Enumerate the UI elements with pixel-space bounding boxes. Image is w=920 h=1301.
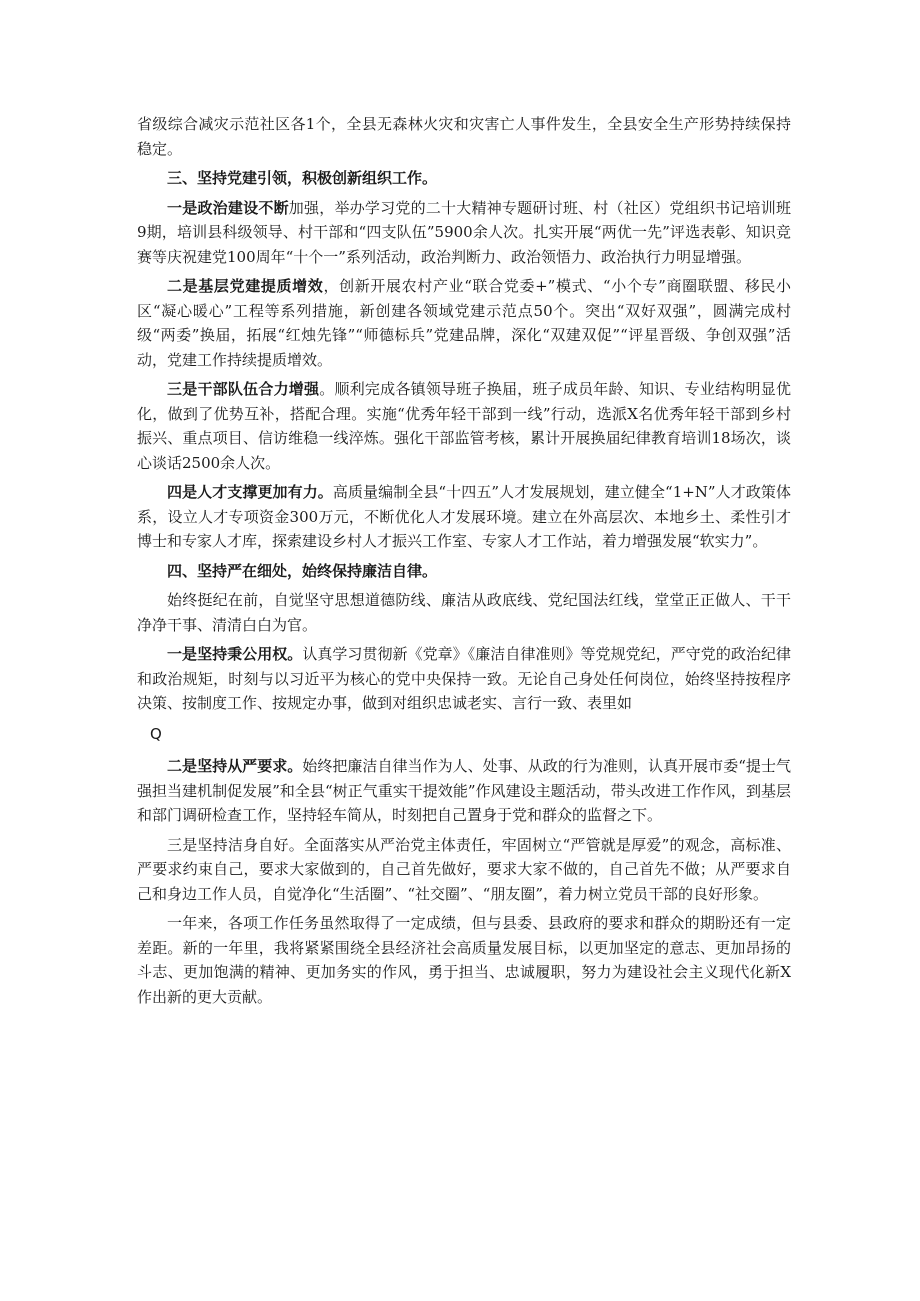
paragraph-continuation: 省级综合减灾示范社区各1个，全县无森林火灾和灾害亡人事件发生，全县安全生产形势持续保持稳定。 [137, 115, 791, 158]
paragraph-text: 加强，举办学习党的二十大精神专题研讨班、村（社区）党组织书记培训班9期，培训县科级领导、村干部和“四支队伍”5900余人次。扎实开展“两优一先”评选表彰、知识竞赛等庆祝建党100周年“十个一”系列活动，政治判断力、政治领悟力、政治执行力明显增强。 [137, 198, 791, 266]
paragraph-grassroots [137, 274, 791, 372]
paragraph-lead: 三是干部队伍合力增强 [167, 380, 320, 398]
paragraph-discipline-intro [137, 588, 791, 637]
paragraph-lead: 四是人才支撑更加有力。 [167, 483, 333, 501]
paragraph-lead: 一是政治建设不断 [167, 198, 289, 217]
paragraph-lead: 二是坚持从严要求。 [167, 757, 303, 775]
paragraph-strict [137, 754, 791, 828]
paragraph-political [137, 196, 791, 270]
document-body [137, 112, 791, 1014]
paragraph-text: 始终挺纪在前，自觉坚守思想道德防线、廉洁从政底线、党纪国法红线，堂堂正正做人、干干净净干事、清清白白为官。 [137, 591, 791, 634]
paragraph-text: 。顺利完成各镇领导班子换届，班子成员年龄、知识、专业结构明显优化，做到了优势互补，搭配合理。实施“优秀年轻干部到一线”行动，选派X名优秀年轻干部到乡村振兴、重点项目、信访维稳一线淬炼。强化干部监管考核，累计开展换届纪律教育培训18场次，谈心谈话2500余人次。 [137, 380, 791, 472]
stray-character: Q [150, 724, 162, 743]
paragraph-text: 一年来，各项工作任务虽然取得了一定成绩，但与县委、县政府的要求和群众的期盼还有一定差距。新的一年里，我将紧紧围绕全县经济社会高质量发展目标，以更加坚定的意志、更加昂扬的斗志、更加饱满的精神、更加务实的作风，勇于担当、忠诚履职，努力为建设社会主义现代化新X作出新的更大贡献。 [137, 914, 791, 1006]
paragraph-cadres [137, 377, 791, 475]
paragraph-conclusion [137, 911, 791, 1009]
paragraph-lead: 二是基层党建提质增效 [167, 277, 324, 295]
paragraph-text: 高质量编制全县“十四五”人才发展规划，建立健全“1+N”人才政策体系，设立人才专项资金300万元，不断优化人才发展环境。建立在外高层次、本地乡土、柔性引才博士和专家人才库，探索建设乡村人才振兴工作室、专家人才工作站，着力增强发展“软实力”。 [137, 483, 791, 550]
paragraph-text: 始终把廉洁自律当作为人、处事、从政的行为准则，认真开展市委“提士气强担当建机制促发展”和全县“树正气重实干提效能”作风建设主题活动，带头改进工作作风，到基层和部门调研检查工作，坚持轻车简从，时刻把自己置身于党和群众的监督之下。 [137, 757, 791, 824]
paragraph-power [137, 642, 791, 716]
paragraph-integrity [137, 833, 791, 907]
paragraph-text: 认真学习贯彻新《党章》《廉洁自律准则》等党规党纪，严守党的政治纪律和政治规矩，时刻与以习近平为核心的党中央保持一致。无论自己身处任何岗位，始终坚持按程序决策、按制度工作、按规定办事，做到对组织忠诚老实、言行一致、表里如 [137, 645, 791, 712]
paragraph-lead: 一是坚持秉公用权。 [167, 645, 303, 663]
section-heading-4: 四、坚持严在细处，始终保持廉洁自律。 [167, 561, 438, 580]
paragraph-talent [137, 480, 791, 554]
paragraph-text: 三是坚持洁身自好。全面落实从严治党主体责任，牢固树立“严管就是厚爱”的观念，高标准、严要求约束自己，要求大家做到的，自己首先做好，要求大家不做的，自己首先不做；从严要求自己和身边工作人员，自觉净化“生活圈”、“社交圈”、“朋友圈”，着力树立党员干部的良好形象。 [137, 835, 791, 903]
paragraph-text: ，创新开展农村产业“联合党委+”模式、“小个专”商圈联盟、移民小区“凝心暖心”工程等系列措施，新创建各领域党建示范点50个。突出“双好双强”，圆满完成村级“两委”换届，拓展“红烛先锋”“师德标兵”党建品牌，深化“双建双促”“评星晋级、争创双强”活动，党建工作持续提质增效。 [137, 277, 791, 369]
section-heading-3: 三、坚持党建引领，积极创新组织工作。 [167, 169, 438, 187]
